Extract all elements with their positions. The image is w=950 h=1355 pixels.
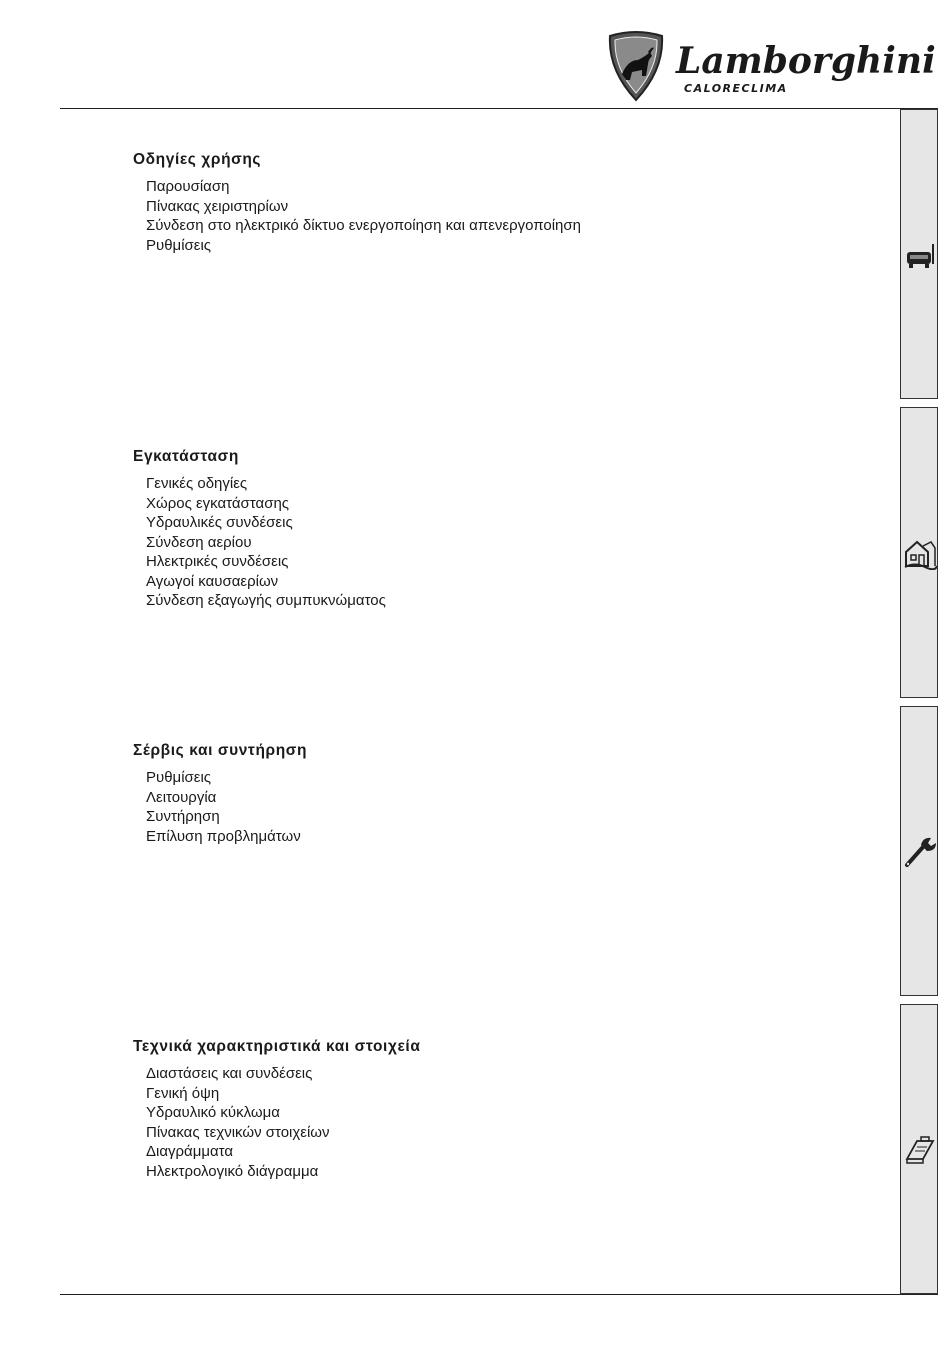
boiler-icon	[903, 240, 937, 274]
section-items	[146, 177, 581, 255]
toc-item[interactable]: Υδραυλικό κύκλωμα	[146, 1104, 280, 1121]
brand-subtitle: CALORECLIMA	[684, 82, 788, 95]
toc-item[interactable]: Επίλυση προβλημάτων	[146, 827, 301, 845]
section-title: Οδηγίες χρήσης	[133, 151, 262, 168]
toc-item[interactable]: Σύνδεση εξαγωγής συμπυκνώματος	[146, 592, 386, 609]
section-title: Εγκατάσταση	[133, 448, 239, 465]
toc-item[interactable]: Υδραυλικές συνδέσεις	[146, 514, 293, 531]
footer-divider	[60, 1294, 938, 1295]
toc-item[interactable]: Συντήρηση	[146, 808, 220, 825]
toc-item[interactable]: Γενική όψη	[146, 1084, 220, 1102]
toc-item[interactable]: Γενικές οδηγίες	[146, 475, 248, 492]
toc-item[interactable]: Πίνακας χειριστηρίων	[146, 197, 289, 215]
toc-item[interactable]: Χώρος εγκατάστασης	[146, 494, 290, 512]
tab-user-instructions[interactable]	[900, 109, 938, 399]
section-title: Τεχνικά χαρακτηριστικά και στοιχεία	[133, 1038, 421, 1055]
section-items	[146, 474, 386, 611]
toc-item[interactable]: Ρυθμίσεις	[146, 769, 212, 786]
tab-technical-data[interactable]	[900, 1004, 938, 1294]
toc-item[interactable]: Λειτουργία	[146, 788, 217, 806]
tab-service-maintenance[interactable]	[900, 706, 938, 996]
section-title: Σέρβις και συντήρηση	[133, 742, 308, 759]
section-items	[146, 1064, 420, 1181]
toc-item[interactable]: Ηλεκτρικές συνδέσεις	[146, 553, 289, 570]
toc-item[interactable]: Ρυθμίσεις	[146, 236, 212, 254]
tab-installation[interactable]	[900, 407, 938, 698]
section-service-maintenance	[133, 742, 307, 846]
toc-item[interactable]: Σύνδεση στο ηλεκτρικό δίκτυο ενεργοποίηση και απενεργοποίηση	[146, 217, 581, 234]
toc-item[interactable]: Διαγράμματα	[146, 1143, 234, 1160]
header-divider	[60, 108, 938, 109]
toc-item[interactable]: Διαστάσεις και συνδέσεις	[146, 1065, 313, 1082]
bull-shield-icon	[606, 30, 666, 102]
section-items	[146, 768, 307, 846]
toc-item[interactable]: Σύνδεση αερίου	[146, 533, 252, 551]
section-technical-data	[133, 1038, 420, 1181]
toc-item[interactable]: Παρουσίαση	[146, 178, 230, 195]
brand-name: Lamborghini	[676, 40, 936, 82]
toc-item[interactable]: Αγωγοί καυσαερίων	[146, 572, 279, 590]
wrench-icon	[903, 835, 937, 869]
clipboard-icon	[903, 1133, 937, 1167]
section-installation	[133, 448, 386, 611]
toc-item[interactable]: Ηλεκτρολογικό διάγραμμα	[146, 1162, 319, 1180]
toc-item[interactable]: Πίνακας τεχνικών στοιχείων	[146, 1123, 330, 1141]
brand-logo	[606, 30, 936, 104]
section-user-instructions	[133, 151, 581, 255]
house-icon	[903, 536, 937, 570]
